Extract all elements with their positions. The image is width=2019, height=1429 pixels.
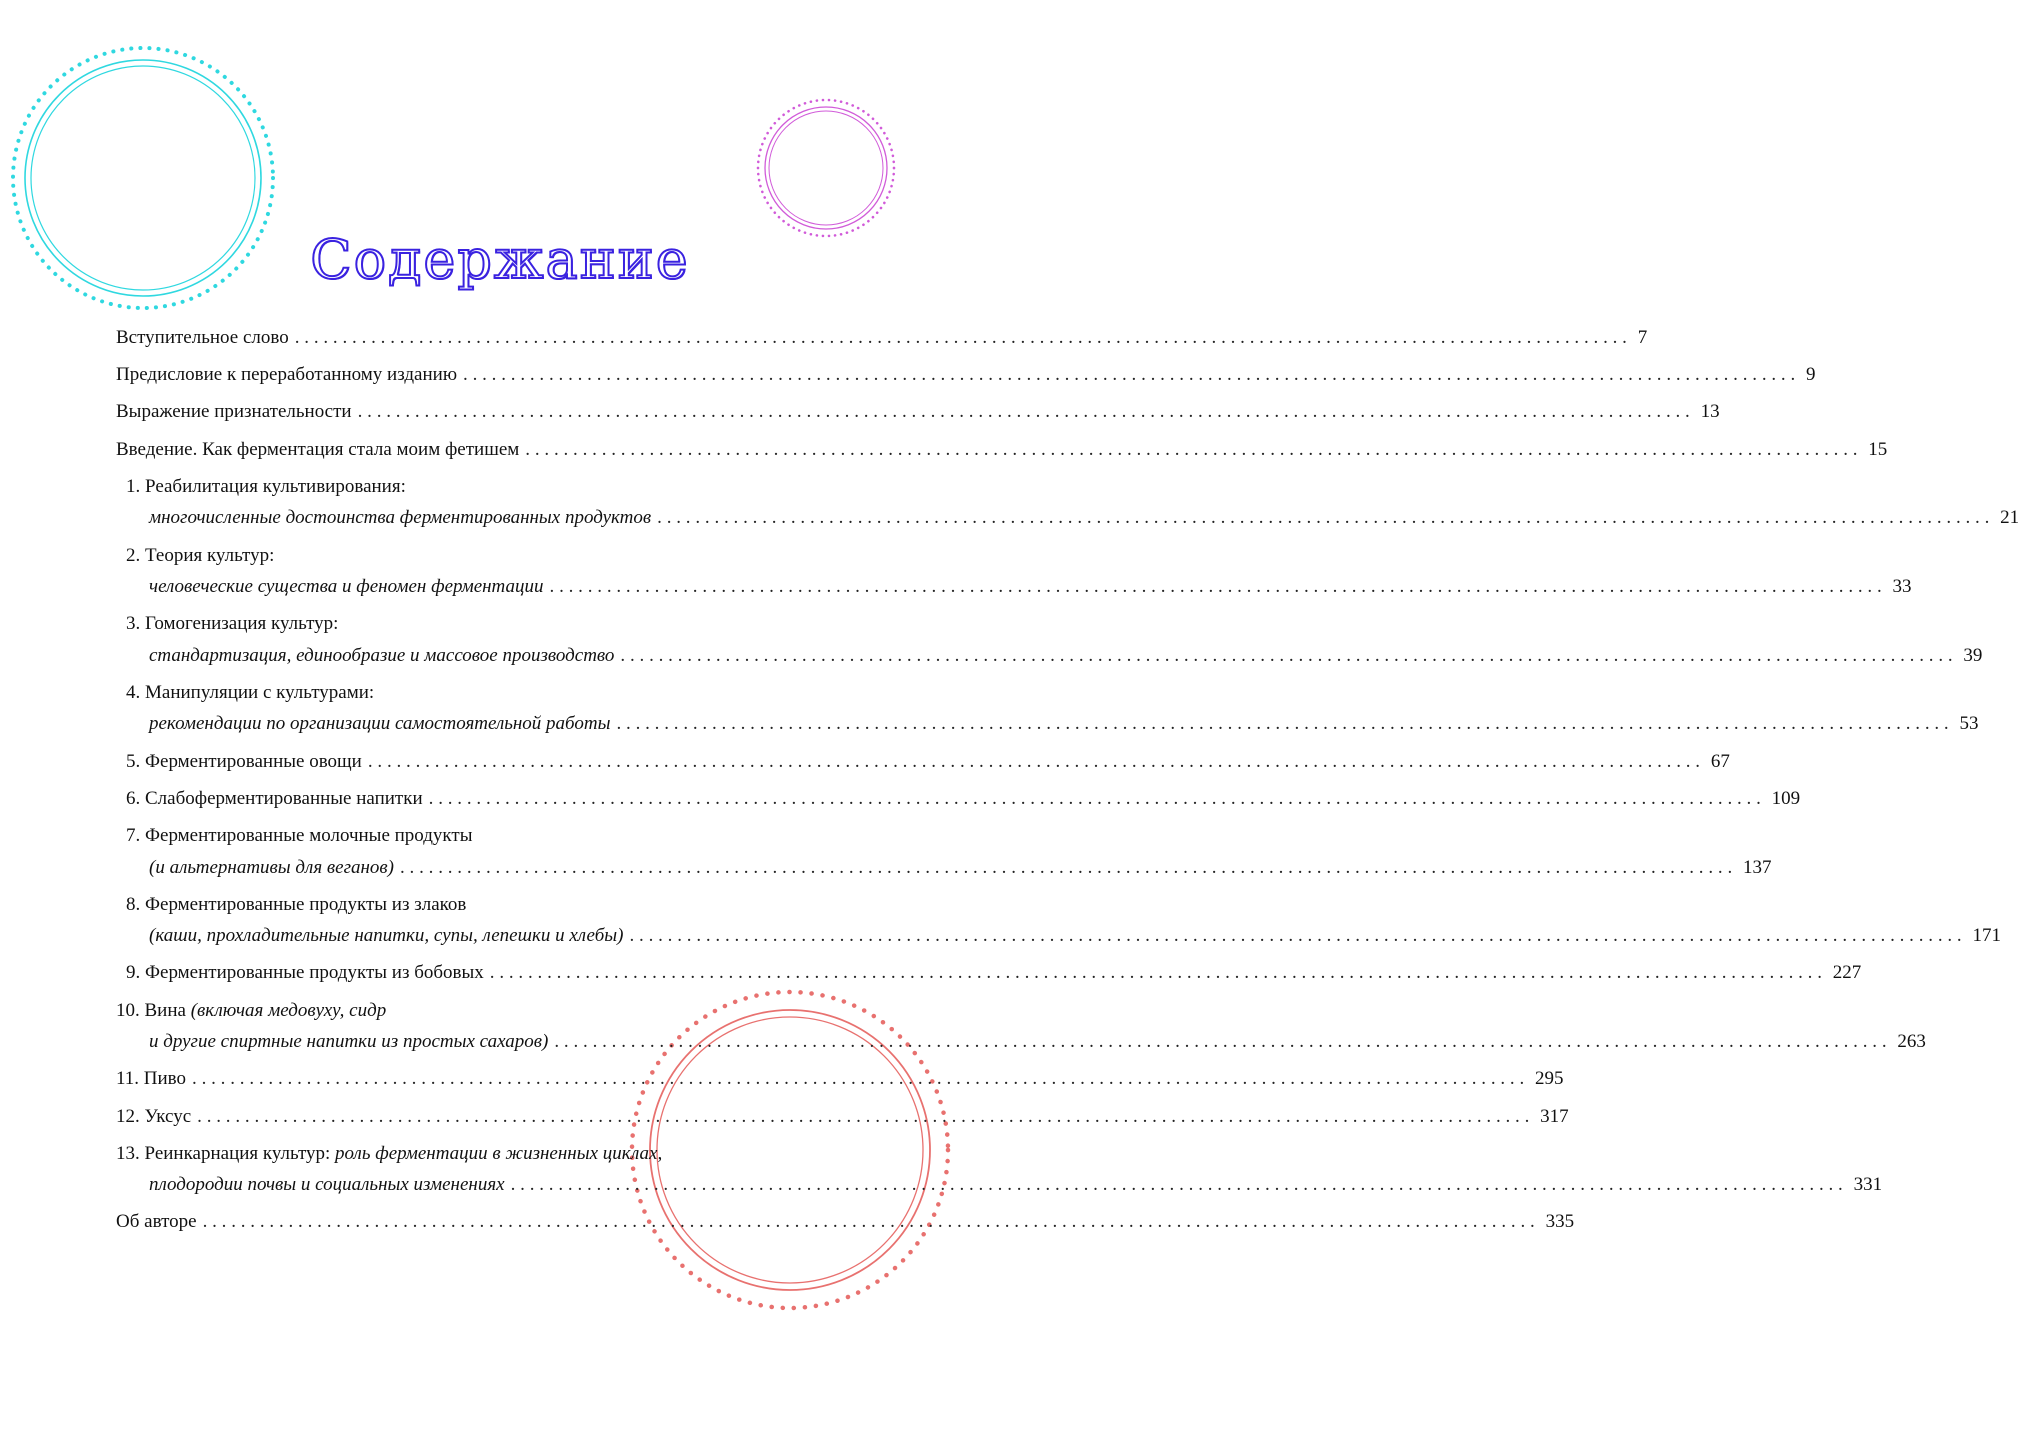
toc-page-number: 331 (1853, 1174, 1883, 1196)
toc-entry-title (116, 322, 289, 354)
toc-entry-title-text: Слабоферментированные напитки (145, 787, 423, 809)
toc-entry-title-text: Реинкарнация культур: (144, 1142, 331, 1164)
toc-entry-subtitle: стандартизация, единообразие и массовое производство (149, 644, 615, 666)
toc-entry-title-text: Ферментированные продукты из бобовых (145, 962, 484, 984)
toc-entry-title-text: Манипуляции с культурами: (145, 681, 375, 703)
toc-entry-subtitle: (каши, прохладительные напитки, супы, лепешки и хлебы) (149, 925, 624, 947)
toc-entry-title-text: Реабилитация культивирования: (145, 475, 406, 497)
toc-leader-dots: ............................................................................................................................................ (620, 644, 1958, 666)
toc-page-number: 53 (1959, 713, 1979, 735)
toc-entry (116, 820, 841, 852)
toc-leader-dots: ............................................................................................................................................ (657, 507, 1995, 529)
page-title: Содержание (310, 228, 690, 291)
toc-page-number: 109 (1771, 787, 1801, 809)
toc-leader-dots: ............................................................................................................................................ (616, 713, 1954, 735)
toc-entry-title-italic: роль ферментации в жизненных циклах, (335, 1142, 663, 1164)
toc-entry (116, 783, 1801, 815)
toc-entry-number: 12. (116, 1105, 145, 1127)
toc-leader-dots: ............................................................................................................................................ (510, 1174, 1848, 1196)
toc-entry-title (116, 995, 386, 1027)
toc-entry-number: 13. (116, 1142, 145, 1164)
toc-entry-title-text: Вина (144, 999, 186, 1021)
toc-entry-subtitle: (и альтернативы для веганов) (149, 856, 394, 878)
toc-page-number: 7 (1637, 327, 1648, 348)
toc-entry (116, 746, 1730, 778)
magenta-circle-decoration (758, 100, 894, 236)
toc-entry-subtitle-line (116, 1026, 1926, 1058)
toc-entry-title-text: Вступительное слово (116, 327, 289, 348)
toc-entry-subtitle-line (116, 1169, 1883, 1201)
toc-entry-title-text: Введение. Как ферментация стала моим фетишем (116, 438, 520, 460)
toc-entry-title-text: Гомогенизация культур: (145, 613, 339, 635)
toc-entry-title (126, 746, 362, 778)
toc-entry-title-text: Ферментированные овощи (145, 750, 362, 772)
toc-page-number: 21 (2000, 507, 2019, 529)
toc-entry-number: 6. (126, 787, 145, 809)
toc-page-number: 263 (1897, 1031, 1926, 1053)
toc-entry (116, 608, 841, 640)
toc-entry-number: 11. (116, 1068, 144, 1090)
toc-entry-subtitle: рекомендации по организации самостоятельной работы (149, 713, 611, 735)
toc-entry-title-text: Уксус (144, 1105, 192, 1127)
toc-page-number: 335 (1545, 1211, 1575, 1233)
toc-entry-subtitle-line (116, 708, 1979, 740)
toc-leader-dots: ............................................................................................................................................ (463, 364, 1801, 386)
toc-entry-title (126, 889, 466, 921)
toc-page-number: 171 (1972, 925, 2001, 947)
toc-entry-subtitle-line (116, 852, 1772, 884)
toc-entry (116, 1063, 1564, 1095)
toc-leader-dots: ............................................................................................................................................ (294, 327, 1632, 348)
toc-entry-number: 2. (126, 544, 145, 566)
toc-entry-number: 8. (126, 893, 145, 915)
toc-entry (116, 322, 1648, 354)
toc-entry-subtitle: и другие спиртные напитки из простых сахаров) (149, 1031, 549, 1053)
toc-page-number: 67 (1710, 750, 1730, 772)
toc-entry-title (116, 1063, 186, 1095)
toc-entry (116, 957, 1862, 989)
toc-entry-title (126, 677, 374, 709)
toc-entry-number: 10. (116, 999, 145, 1021)
toc-leader-dots: ............................................................................................................................................ (629, 925, 1967, 947)
toc-entry-title-text: Об авторе (116, 1211, 197, 1233)
toc-page-number: 295 (1535, 1068, 1564, 1090)
toc-entry (116, 540, 841, 572)
toc-entry-number: 4. (126, 681, 145, 703)
toc-entry (116, 1206, 1575, 1238)
toc-entry-title-text: Выражение признательности (116, 401, 352, 423)
toc-entry-title (126, 471, 406, 503)
toc-entry-title (126, 783, 423, 815)
toc-leader-dots: ............................................................................................................................................ (428, 787, 1766, 809)
toc-entry-title-text: Предисловие к переработанному изданию (116, 364, 458, 386)
toc-entry-title (126, 820, 472, 852)
toc-entry-number: 5. (126, 750, 145, 772)
toc-entry-title (116, 1101, 191, 1133)
toc-leader-dots: ............................................................................................................................................ (525, 438, 1863, 460)
toc-entry-title (116, 359, 457, 391)
toc-leader-dots: ............................................................................................................................................ (489, 962, 1827, 984)
toc-page-number: 33 (1892, 576, 1912, 597)
toc-entry-title-text: Ферментированные молочные продукты (145, 825, 473, 846)
toc-leader-dots: ............................................................................................................................................ (202, 1211, 1540, 1233)
toc-entry-subtitle-line (116, 571, 1912, 603)
toc-entry (116, 471, 841, 503)
toc-entry-title (126, 957, 484, 989)
toc-page-number: 39 (1963, 644, 1983, 666)
toc-page-number: 15 (1868, 438, 1888, 460)
toc-entry (116, 889, 841, 921)
toc-entry-number: 9. (126, 962, 145, 984)
toc-entry-subtitle-line (116, 640, 1983, 672)
toc-entry-number: 7. (126, 825, 145, 846)
toc-entry-number: 3. (126, 613, 145, 635)
toc-entry-subtitle: человеческие существа и феномен ферментации (149, 576, 544, 597)
toc-leader-dots: ............................................................................................................................................ (197, 1105, 1535, 1127)
toc-page-number: 9 (1806, 364, 1816, 386)
toc-entry-title (126, 540, 274, 572)
toc-entry-subtitle-line (116, 920, 2001, 952)
toc-entry (116, 434, 1888, 466)
toc-leader-dots: ............................................................................................................................................ (367, 750, 1705, 772)
toc-leader-dots: ............................................................................................................................................ (357, 401, 1695, 423)
toc-entry-title (116, 1138, 662, 1170)
toc-page-number: 227 (1832, 962, 1862, 984)
toc-leader-dots: ............................................................................................................................................ (400, 856, 1737, 878)
toc-entry-title (116, 1206, 197, 1238)
toc-page-number: 137 (1743, 856, 1772, 878)
toc-entry-title-italic: (включая медовуху, сидр (190, 999, 387, 1021)
toc-entry-number: 1. (126, 475, 145, 497)
toc-entry-subtitle-line (116, 502, 2019, 534)
toc-leader-dots: ............................................................................................................................................ (549, 576, 1887, 597)
toc-leader-dots: ............................................................................................................................................ (192, 1068, 1530, 1090)
toc-entry-title (116, 396, 352, 428)
toc-entry (116, 995, 841, 1027)
toc-leader-dots: ............................................................................................................................................ (554, 1031, 1892, 1053)
toc-entry (116, 359, 1816, 391)
toc-entry-subtitle: многочисленные достоинства ферментированных продуктов (149, 507, 652, 529)
toc-entry-title (126, 608, 338, 640)
toc-entry (116, 677, 841, 709)
toc-entry-title (116, 434, 519, 466)
toc-page-number: 317 (1540, 1105, 1569, 1127)
toc-entry (116, 396, 1720, 428)
toc-entry-subtitle: плодородии почвы и социальных изменениях (149, 1174, 505, 1196)
toc-entry (116, 1101, 1569, 1133)
toc-page-number: 13 (1700, 401, 1720, 423)
toc-entry-title-text: Пиво (143, 1068, 187, 1090)
toc-entry-title-text: Ферментированные продукты из злаков (145, 893, 467, 915)
toc-entry-title-text: Теория культур: (145, 544, 275, 566)
toc-entry (116, 1138, 841, 1170)
